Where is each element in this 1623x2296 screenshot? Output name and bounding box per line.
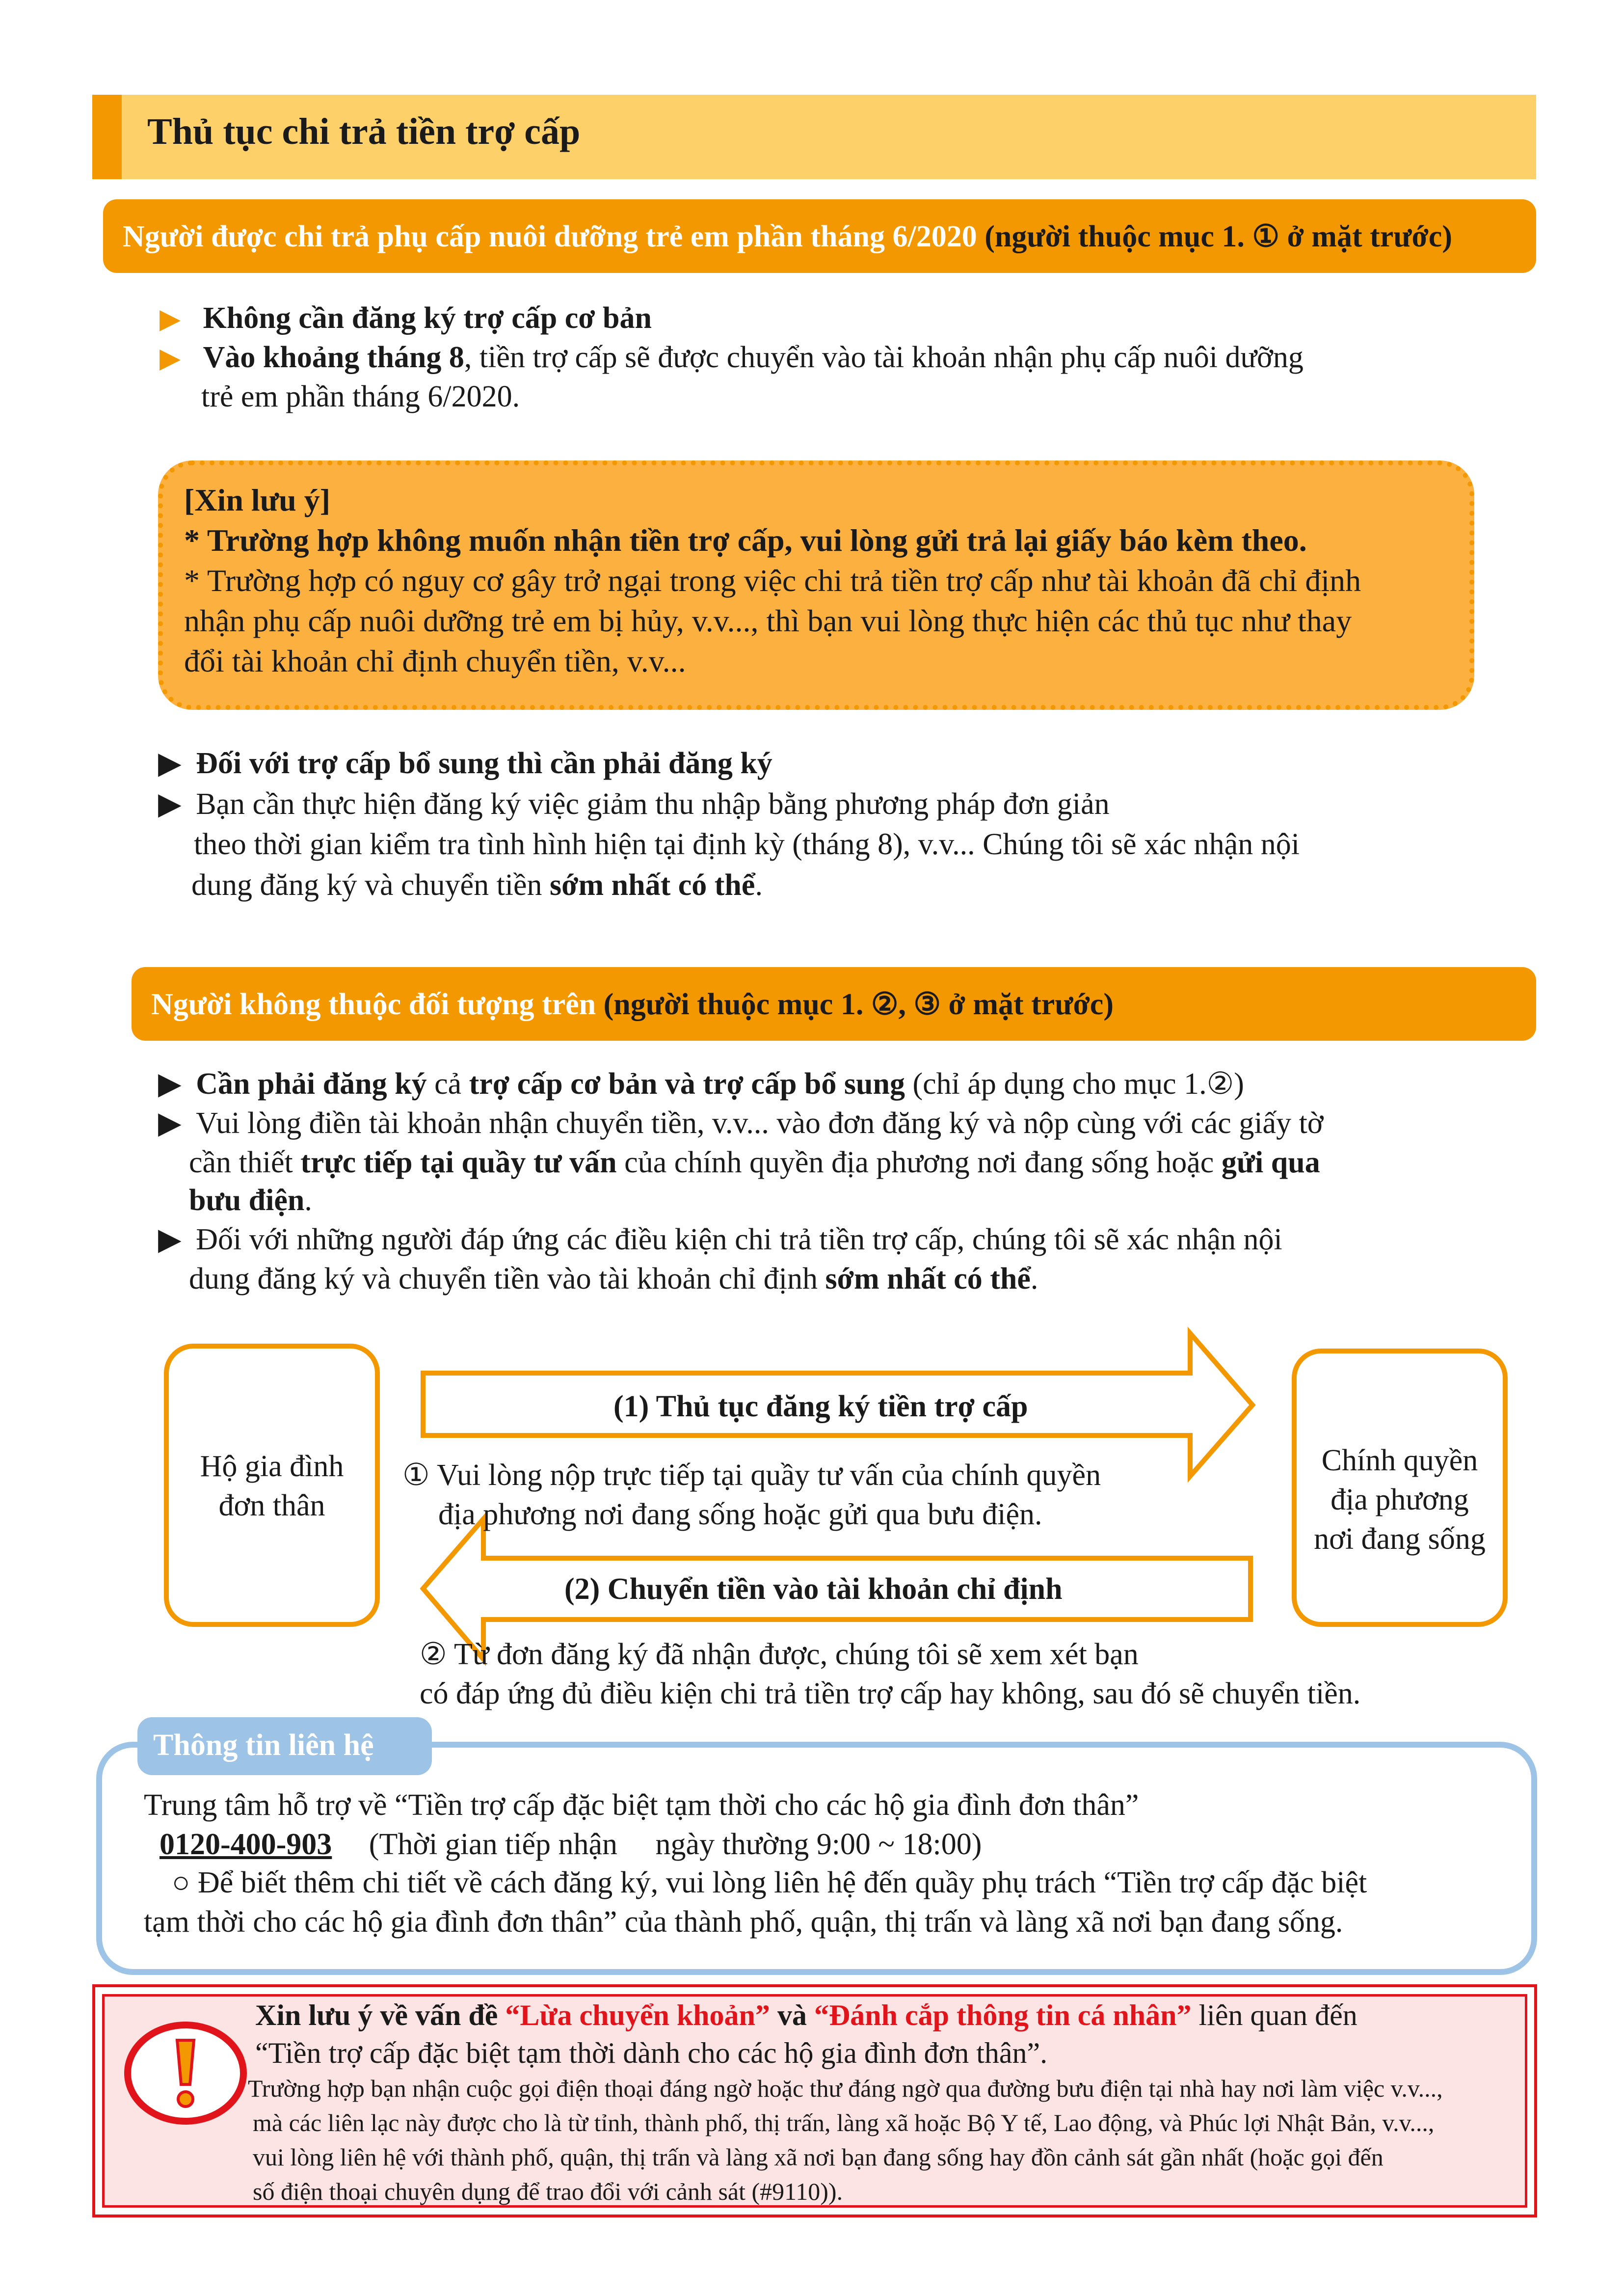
text: cả: [426, 1067, 469, 1101]
triangle-right-icon: ▶: [158, 747, 182, 780]
section2-header-note: (người thuộc mục 1. ②, ③ ở mặt trước): [603, 988, 1114, 1021]
box-label: địa phương: [1330, 1483, 1469, 1516]
notice-line: * Trường hợp không muốn nhận tiền trợ cấp, vui lòng gửi trả lại giấy báo kèm theo.: [184, 523, 1307, 558]
warning-detail: Trường hợp bạn nhận cuộc gọi điện thoại đáng ngờ hoặc thư đáng ngờ qua đường bưu điện tại nhà hay nơi làm việc v.v...,: [248, 2075, 1443, 2102]
notice-line: nhận phụ cấp nuôi dưỡng trẻ em bị hủy, v.v..., thì bạn vui lòng thực hiện các thủ tục như thay: [184, 603, 1352, 638]
text: .: [755, 868, 763, 902]
arrow1-label: (1) Thủ tục đăng ký tiền trợ cấp: [613, 1390, 1028, 1423]
text: dung đăng ký và chuyển tiền: [191, 868, 550, 902]
warning-detail: mà các liên lạc này được cho là từ tỉnh, thành phố, thị trấn, làng xã hoặc Bộ Y tế, Lao động, và Phúc lợi Nhật Bản, v.v...,: [253, 2109, 1435, 2136]
text: .: [1030, 1262, 1038, 1296]
triangle-right-icon: ▶: [160, 343, 181, 374]
section1-bullet-2-cont: trẻ em phần tháng 6/2020.: [201, 380, 520, 413]
bullet-text: Không cần đăng ký trợ cấp cơ bản: [203, 301, 652, 335]
supplement-bullet-2-cont: theo thời gian kiểm tra tình hình hiện tại định kỳ (tháng 8), v.v... Chúng tôi sẽ xác nhận nội: [194, 828, 1300, 861]
text: cần thiết: [189, 1146, 301, 1179]
text: (chỉ áp dụng cho mục 1.②): [905, 1067, 1244, 1101]
warning-detail: số điện thoại chuyên dụng để trao đổi với cảnh sát (#9110)).: [253, 2178, 843, 2205]
phone-number[interactable]: 0120-400-903: [160, 1828, 332, 1861]
bullet-text: Bạn cần thực hiện đăng ký việc giảm thu nhập bằng phương pháp đơn giản: [196, 787, 1110, 821]
text: dung đăng ký và chuyển tiền vào tài khoản chỉ định: [189, 1262, 825, 1296]
notice-line: * Trường hợp có nguy cơ gây trở ngại trong việc chi trả tiền trợ cấp như tài khoản đã chỉ định: [184, 563, 1361, 598]
single-parent-household-box: [164, 1344, 380, 1627]
triangle-right-icon: ▶: [158, 787, 182, 821]
local-government-box: [1292, 1349, 1508, 1627]
triangle-right-icon: ▶: [158, 1067, 182, 1101]
step1-text: ① Vui lòng nộp trực tiếp tại quầy tư vấn của chính quyền: [402, 1459, 1101, 1492]
box-label: đơn thân: [218, 1489, 325, 1522]
triangle-right-icon: ▶: [158, 1107, 182, 1140]
step1-text: địa phương nơi đang sống hoặc gửi qua bưu điện.: [438, 1498, 1042, 1531]
step2-text: có đáp ứng đủ điều kiện chi trả tiền trợ cấp hay không, sau đó sẽ chuyển tiền.: [420, 1677, 1361, 1710]
warning-line: “Tiền trợ cấp đặc biệt tạm thời dành cho các hộ gia đình đơn thân”.: [255, 2037, 1048, 2069]
bullet-bold: Vào khoảng tháng 8: [203, 341, 464, 374]
exclamation-circle-icon: [124, 2022, 247, 2125]
box-label: Chính quyền: [1321, 1444, 1478, 1477]
box-label: Hộ gia đình: [200, 1450, 344, 1483]
notice-line: đổi tài khoản chỉ định chuyển tiền, v.v...: [184, 644, 686, 678]
notice-title: [Xin lưu ý]: [184, 483, 330, 517]
text-bold: bưu điện: [189, 1184, 305, 1217]
page-title: Thủ tục chi trả tiền trợ cấp: [147, 111, 581, 152]
section1-header-note: (người thuộc mục 1. ① ở mặt trước): [984, 220, 1452, 253]
text-bold: trực tiếp tại quầy tư vấn: [300, 1146, 617, 1179]
section2-header-main: Người không thuộc đối tượng trên: [151, 988, 604, 1021]
contact-line: tạm thời cho các hộ gia đình đơn thân” của thành phố, quận, thị trấn và làng xã nơi bạn đang sống.: [144, 1905, 1343, 1939]
text-bold: Cần phải đăng ký: [196, 1067, 427, 1101]
text: .: [304, 1184, 312, 1217]
text-bold: Xin lưu ý về vấn đề: [255, 1999, 506, 2031]
triangle-right-icon: ▶: [160, 304, 181, 334]
text-red: “Lừa chuyển khoản”: [505, 1999, 770, 2031]
section1-header-main: Người được chi trả phụ cấp nuôi dưỡng trẻ em phần tháng 6/2020: [123, 220, 985, 253]
warning-detail: vui lòng liên hệ với thành phố, quận, thị trấn và làng xã nơi bạn đang sống hay đồn cảnh sát gần nhất (hoặc gọi đến: [253, 2143, 1384, 2171]
text: liên quan đến: [1191, 1999, 1357, 2031]
contact-line: Trung tâm hỗ trợ về “Tiền trợ cấp đặc biệt tạm thời cho các hộ gia đình đơn thân”: [144, 1788, 1139, 1822]
text: của chính quyền địa phương nơi đang sống hoặc: [616, 1146, 1222, 1179]
step2-text: ② Từ đơn đăng ký đã nhận được, chúng tôi sẽ xem xét bạn: [420, 1638, 1139, 1671]
warning-line: [255, 1996, 1357, 2035]
triangle-right-icon: ▶: [158, 1223, 182, 1256]
text-bold: sớm nhất có thể: [825, 1262, 1031, 1296]
arrow2-label: (2) Chuyển tiền vào tài khoản chỉ định: [564, 1572, 1063, 1606]
box-label: nơi đang sống: [1314, 1522, 1486, 1556]
text-bold: sớm nhất có thể: [550, 868, 755, 902]
text-bold: gửi qua: [1221, 1146, 1320, 1179]
contact-tab: Thông tin liên hệ: [137, 1717, 432, 1775]
bullet-text: Vui lòng điền tài khoản nhận chuyển tiền, v.v... vào đơn đăng ký và nộp cùng với các giấy tờ: [196, 1107, 1324, 1140]
bullet-text: Đối với trợ cấp bổ sung thì cần phải đăng ký: [196, 747, 772, 780]
contact-phone-line: [160, 1825, 982, 1864]
bullet-text: Đối với những người đáp ứng các điều kiện chi trả tiền trợ cấp, chúng tôi sẽ xác nhận nội: [196, 1223, 1282, 1256]
contact-hours: (Thời gian tiếp nhận ngày thường 9:00 ~ 18:00): [369, 1828, 982, 1861]
contact-line: ○ Để biết thêm chi tiết về cách đăng ký, vui lòng liên hệ đến quầy phụ trách “Tiền trợ cấp đặc biệt: [172, 1866, 1367, 1899]
bullet-text: , tiền trợ cấp sẽ được chuyển vào tài khoản nhận phụ cấp nuôi dưỡng: [464, 341, 1304, 374]
text-red: “Đánh cắp thông tin cá nhân”: [814, 1999, 1192, 2031]
text-bold: trợ cấp cơ bản và trợ cấp bổ sung: [469, 1067, 905, 1101]
text-bold: và: [770, 1999, 814, 2031]
